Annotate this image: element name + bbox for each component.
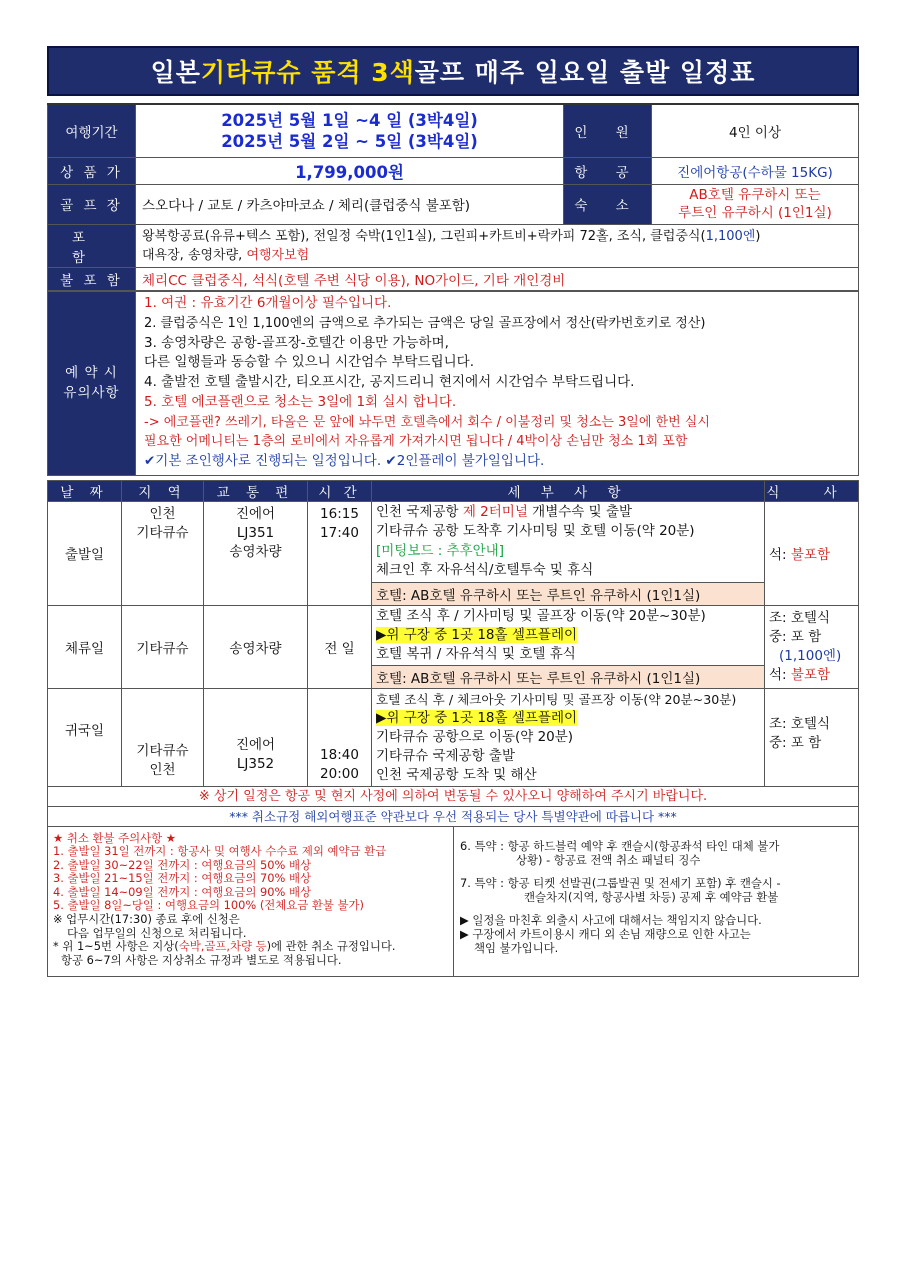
- area-return: 기타큐슈 인천: [122, 688, 204, 786]
- incl-text-2: 대욕장, 송영차량,: [142, 247, 247, 263]
- terminal-text: 제 2터미널: [462, 503, 528, 520]
- cancel-note: 항공 6~7의 사항은 지상취소 규정과 별도로 적용됩니다.: [61, 952, 342, 967]
- hotel-depart: 호텔: AB호텔 유쿠하시 또는 루트인 유쿠하시 (1인1실): [372, 582, 765, 605]
- table-row: [48, 688, 859, 786]
- special-term: 상황) - 항공료 전액 취소 패널티 징수: [516, 852, 701, 867]
- note-3a: 3. 송영차량은 공항-골프장-호텔간 이용만 가능하며,: [144, 334, 449, 351]
- day-return: 귀국일: [48, 688, 122, 786]
- cancel-item: 3. 출발일 21~15일 전까지 : 여행요금의 70% 배상: [53, 871, 311, 886]
- meal-lunch: 중: 포 함: [769, 628, 822, 645]
- detail-line: 체크인 후 자유석식/호텔투숙 및 휴식: [376, 562, 594, 578]
- air-value: 진에어항공(수하물 15KG): [652, 157, 859, 184]
- header-date: 날 짜: [48, 480, 122, 501]
- title-highlight: 기타큐슈 품격 3색: [200, 58, 415, 87]
- meal-label: 석:: [769, 547, 791, 563]
- special-term: 캔슬차지(지역, 항공사별 차등) 공제 후 예약금 환불: [524, 889, 779, 904]
- meal-breakfast: 조: 호텔식: [769, 609, 831, 626]
- incl-lunch-price: 1,100엔: [705, 228, 756, 244]
- price-value: 1,799,000원: [136, 157, 564, 184]
- title-suffix: 골프 매주 일요일 출발 일정표: [414, 58, 756, 87]
- meal-value: 불포함: [790, 666, 831, 683]
- cancel-note: * 위 1~5번 사항은 지상(: [53, 939, 179, 954]
- detail-text: 인천 국제공항: [376, 503, 463, 520]
- incl-value: [136, 224, 859, 267]
- meal-label: 석:: [769, 666, 791, 683]
- excl-value: 체리CC 클럽중식, 석식(호텔 주변 식당 이용), NO가이드, 기타 개인경비: [136, 267, 859, 290]
- time-depart: 16:15 17:40: [308, 501, 372, 605]
- transport-depart: 진에어 LJ351 송영차량: [204, 501, 308, 605]
- title-prefix: 일본: [150, 58, 201, 87]
- hotel-stay: 호텔: AB호텔 유쿠하시 또는 루트인 유쿠하시 (1인1실): [372, 665, 765, 688]
- cancel-policy: [47, 827, 859, 977]
- note-1: 1. 여권 : 유효기간 6개월이상 필수입니다.: [144, 295, 392, 312]
- golf-value: 스오다나 / 교토 / 카츠야마코쇼 / 체리(클럽중식 불포함): [136, 184, 564, 224]
- special-term: 6. 특약 : 항공 하드블럭 예약 후 캔슬시(항공좌석 타인 대체 불가: [460, 838, 780, 853]
- air-label: 항 공: [564, 157, 652, 184]
- excl-label: 불 포 함: [48, 267, 136, 290]
- golf-label: 골 프 장: [48, 184, 136, 224]
- incl-label: 포 함: [48, 224, 136, 267]
- detail-line: 호텔 조식 후 / 체크아웃 기사미팅 및 골프장 이동(약 20분~30분): [376, 691, 737, 707]
- meal-lunch-price: (1,100엔): [779, 647, 842, 664]
- disclaimer: 책임 불가입니다.: [474, 940, 559, 955]
- details-return: [372, 688, 765, 786]
- detail-line: 기타큐슈 공항 도착후 기사미팅 및 호텔 이동(약 20분): [376, 523, 695, 539]
- stay-line-2: 루트인 유쿠하시 (1인1실): [678, 205, 832, 221]
- page-title: [47, 46, 859, 96]
- cancel-item: 4. 출발일 14~09일 전까지 : 여행요금의 90% 배상: [53, 884, 311, 899]
- cancel-right: [454, 827, 858, 976]
- header-transport: 교 통 편: [204, 480, 308, 501]
- detail-text: 개별수속 및 출발: [527, 503, 633, 520]
- price-label: 상 품 가: [48, 157, 136, 184]
- header-meal: 식 사: [765, 480, 859, 501]
- table-row: [48, 501, 859, 582]
- day-stay: 체류일: [48, 605, 122, 688]
- people-label: 인 원: [564, 104, 652, 157]
- meal-stay: [765, 605, 859, 688]
- notes-label: [48, 291, 136, 475]
- cancel-item: 1. 출발일 31일 전까지 : 항공사 및 여행사 수수료 제외 예약금 환급: [53, 844, 387, 859]
- meeting-board: [미팅보드 : 추후안내]: [376, 542, 504, 559]
- notes-label-1: 예 약 시: [65, 365, 118, 381]
- travel-period: [136, 104, 564, 157]
- people-value: 4인 이상: [652, 104, 859, 157]
- period-label: 여행기간: [48, 104, 136, 157]
- detail-line: 인천 국제공항 도착 및 해산: [376, 766, 537, 783]
- schedule-table: [47, 480, 859, 787]
- details-depart: [372, 501, 765, 582]
- disclaimer: ▶ 일정을 마친후 외출시 사고에 대해서는 책임지지 않습니다.: [460, 912, 762, 927]
- special-term: 7. 특약 : 항공 티켓 선발권(그룹발권 및 전세기 포함) 후 캔슬시 -: [460, 875, 781, 890]
- note-6: -> 에코플랜? 쓰레기, 타올은 문 앞에 놔두면 호텔측에서 회수 / 이불정리 및 청소는 3일에 한번 실시: [144, 414, 710, 430]
- header-time: 시 간: [308, 480, 372, 501]
- self-play-highlight: ▶위 구장 중 1곳 18홀 셀프플레이: [376, 626, 578, 643]
- table-row: [48, 605, 859, 665]
- note-2: 2. 클럽중식은 1인 1,100엔의 금액으로 추가되는 금액은 당일 골프장에서 정산(락카번호키로 정산): [144, 316, 706, 332]
- header-details: 세 부 사 항: [372, 480, 765, 501]
- transport-stay: 송영차량: [204, 605, 308, 688]
- self-play-highlight: ▶위 구장 중 1곳 18홀 셀프플레이: [376, 709, 578, 726]
- detail-line: 기타큐슈 국제공항 출발: [376, 747, 515, 764]
- note-5: 5. 호텔 에코플랜으로 청소는 3일에 1회 실시 합니다.: [144, 393, 457, 410]
- note-7: 필요한 어메니티는 1층의 로비에서 자유롭게 가져가시면 됩니다 / 4박이상 손님만 청소 1회 포함: [144, 434, 688, 450]
- period-2: 2025년 5월 2일 ~ 5일 (3박4일): [221, 131, 478, 151]
- header-area: 지 역: [122, 480, 204, 501]
- transport-return: 진에어 LJ352: [204, 688, 308, 786]
- stay-line-1: AB호텔 유쿠하시 또는: [689, 187, 821, 203]
- meal-return: [765, 688, 859, 786]
- area-stay: 기타큐슈: [122, 605, 204, 688]
- day-depart: 출발일: [48, 501, 122, 605]
- detail-line: 호텔 조식 후 / 기사미팅 및 골프장 이동(약 20분~30분): [376, 607, 706, 624]
- time-stay: 전 일: [308, 605, 372, 688]
- cancel-item: 5. 출발일 8일~당일 : 여행요금의 100% (전체요금 환불 불가): [53, 898, 364, 913]
- notes-table: [47, 291, 859, 476]
- meal-breakfast: 조: 호텔식: [769, 715, 831, 732]
- info-table: [47, 103, 859, 291]
- notes-label-2: 유의사항: [63, 385, 120, 401]
- schedule-change-note: ※ 상기 일정은 항공 및 현지 사정에 의하여 변동될 수 있사오니 양해하여 주시기 바랍니다.: [47, 787, 859, 807]
- cancel-note: ※ 업무시간(17:30) 종료 후에 신청은: [53, 912, 240, 927]
- meal-value: 불포함: [790, 547, 831, 563]
- meal-lunch: 중: 포 함: [769, 734, 822, 751]
- area-depart: 인천 기타큐슈: [122, 501, 204, 605]
- period-1: 2025년 5월 1일 ~4 일 (3박4일): [221, 110, 478, 130]
- stay-label: 숙 소: [564, 184, 652, 224]
- meal-depart: [765, 501, 859, 605]
- incl-paren: ): [755, 228, 761, 244]
- incl-text: 왕복항공료(유류+텍스 포함), 전일정 숙박(1인1실), 그린피+카트비+락카피 72홀, 조식, 클럽중식(: [142, 228, 706, 244]
- details-stay: [372, 605, 765, 665]
- cancel-rule-note: *** 취소규정 해외여행표준 약관보다 우선 적용되는 당사 특별약관에 따릅니다 ***: [47, 807, 859, 827]
- cancel-title: ★ 취소 환불 주의사항 ★: [53, 830, 176, 845]
- cancel-item: 2. 출발일 30~22일 전까지 : 여행요금의 50% 배상: [53, 857, 311, 872]
- detail-line: 호텔 복귀 / 자유석식 및 호텔 휴식: [376, 645, 576, 662]
- note-3b: 다른 일행들과 동승할 수 있으니 시간엄수 부탁드립니다.: [144, 354, 474, 371]
- stay-value: [652, 184, 859, 224]
- incl-insurance: 여행자보험: [246, 247, 310, 263]
- cancel-note-highlight: 숙박,골프,차량 등: [178, 939, 267, 954]
- note-8: ✔기본 조인행사로 진행되는 일정입니다. ✔2인플레이 불가일입니다.: [144, 452, 545, 469]
- cancel-note: )에 관한 취소 규정입니다.: [266, 939, 396, 954]
- itinerary-document: [47, 46, 859, 977]
- disclaimer: ▶ 구장에서 카트이용시 캐디 외 손님 재량으로 인한 사고는: [460, 926, 751, 941]
- time-return: 18:40 20:00: [308, 688, 372, 786]
- note-4: 4. 출발전 호텔 출발시간, 티오프시간, 공지드리니 현지에서 시간엄수 부탁드립니다.: [144, 374, 635, 391]
- detail-line: 기타큐슈 공항으로 이동(약 20분): [376, 728, 574, 745]
- cancel-note: 다음 업무일의 신청으로 처리됩니다.: [67, 925, 247, 940]
- notes-body: [136, 291, 859, 475]
- cancel-left: [48, 827, 454, 976]
